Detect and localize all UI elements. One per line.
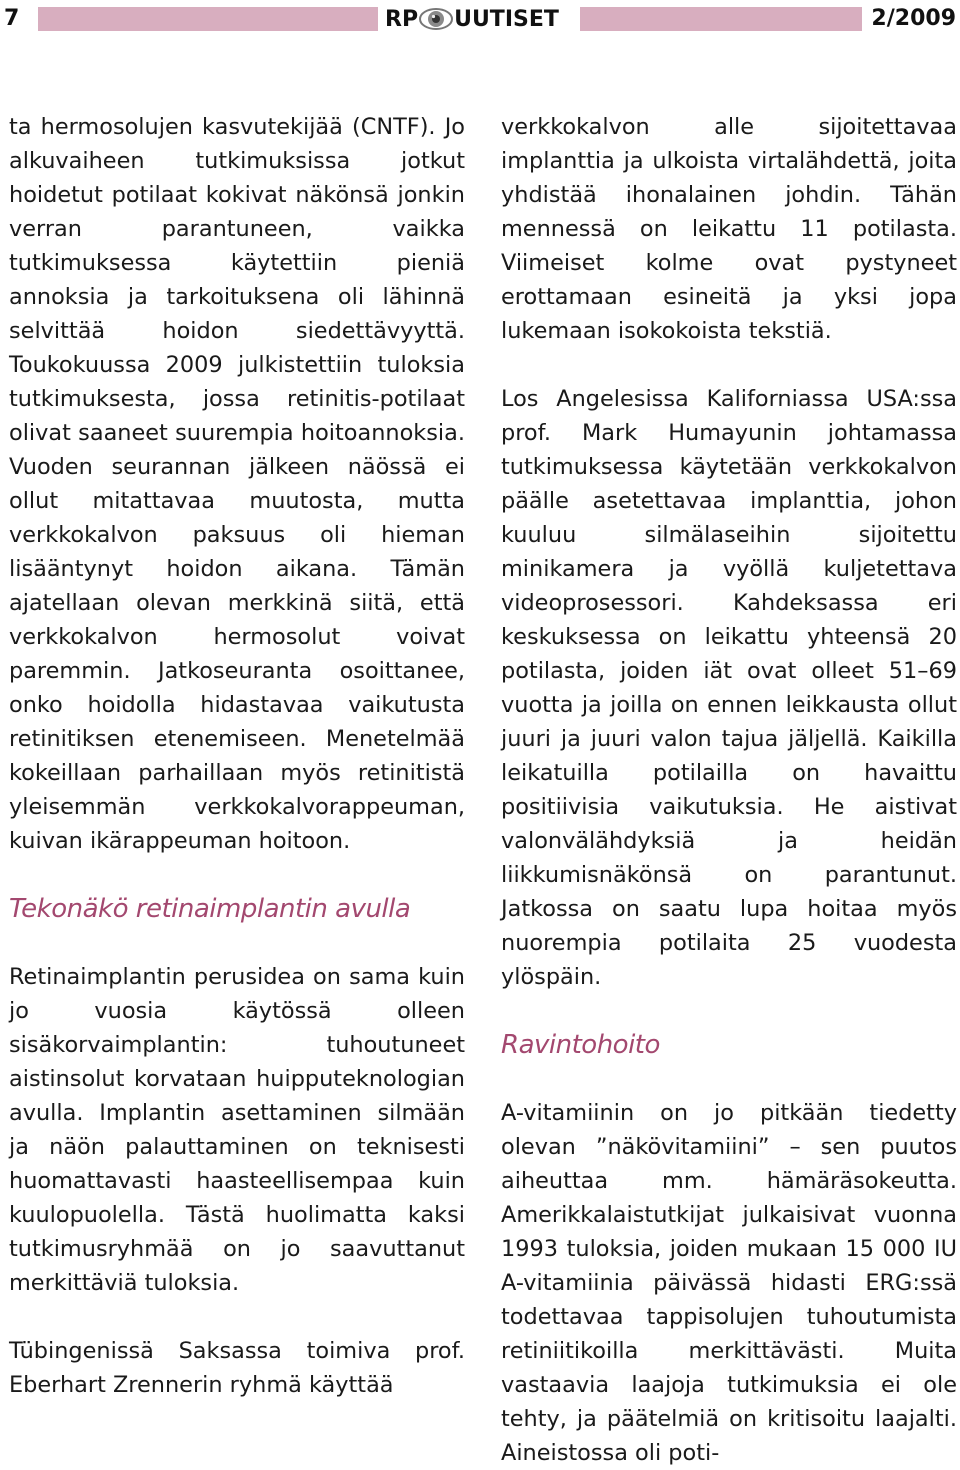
page-number: 7 [4, 6, 20, 31]
page-header [0, 0, 960, 40]
section-heading-retina-implant: Tekonäkö retinaimplantin avulla [9, 894, 411, 924]
left-paragraph-1: ta hermosolujen kasvutekijää (CNTF). Jo alkuvaiheen tutkimuksissa jotkut hoidetut potilaat kokivat näkönsä jonkin verran parantuneen, vaikka tutkimuksessa käytettiin pieniä annoksia ja tarkoituksena oli lähinnä selvittää hoidon siedettävyyttä. Toukokuussa 2009 julkistettiin tuloksia tutkimuksesta, jossa retinitis-potilaat olivat saaneet suurempia hoitoannoksia. Vuoden seurannan jälkeen näössä ei ollut mitattavaa muutosta, mutta verkkokalvon paksuus oli hieman lisääntynyt hoidon aikana. Tämän ajatellaan olevan merkkinä siitä, että verkkokalvon hermosolut voivat paremmin. Jatkoseuranta osoittanee, onko hoidolla hidastavaa vaikutusta retinitiksen etenemiseen. Menetelmää kokeillaan parhaillaan myös retinitistä yleisemmän verkkokalvorappeuman, kuivan ikärappeuman hoitoon. [9, 114, 465, 854]
publication-logo [385, 5, 559, 33]
header-bar-left [38, 7, 378, 31]
right-paragraph-1: verkkokalvon alle sijoitettavaa implanttia ja ulkoista virtalähdettä, joita yhdistää ihonalainen johdin. Tähän mennessä on leikattu 11 potilasta. Viimeiset kolme ovat pystyneet erottamaan esineitä ja yksi jopa lukemaan isokokoista tekstiä. [501, 114, 957, 344]
section-heading-nutrition: Ravintohoito [501, 1030, 660, 1060]
left-paragraph-3: Tübingenissä Saksassa toimiva prof. Eberhart Zrennerin ryhmä käyttää [9, 1338, 465, 1398]
right-paragraph-2: Los Angelesissa Kaliforniassa USA:ssa prof. Mark Humayunin johtamassa tutkimuksessa käytetään verkkokalvon päälle asetettavaa implanttia, johon kuuluu silmälaseihin sijoitettu minikamera ja vyöllä kuljetettava videoprosessori. Kahdeksassa eri keskuksessa on leikattu yhteensä 20 potilasta, joiden iät ovat olleet 51–69 vuotta ja joilla on ennen leikkausta ollut juuri ja juuri valon tajua jäljellä. Kaikilla leikatuilla potilailla on havaittu positiivisia vaikutuksia. He aistivat valonvälähdyksiä ja heidän liikkumisnäkönsä on parantunut. Jatkossa on saatu lupa hoitaa myös nuorempia potilaita 25 vuodesta ylöspäin. [501, 386, 957, 990]
header-bar-right [580, 7, 862, 31]
eye-icon [419, 8, 453, 30]
issue-number: 2/2009 [871, 6, 956, 31]
logo-suffix: UUTISET [454, 6, 559, 32]
right-paragraph-3: A-vitamiinin on jo pitkään tiedetty olevan ”näkövitamiini” – sen puutos aiheuttaa mm. hämäräsokeutta. Amerikkalaistutkijat julkaisivat vuonna 1993 tuloksia, joiden mukaan 15 000 IU A-vitamiinia päivässä hidasti ERG:ssä todettavaa tappisolujen tuhoutumista retiniitikoilla merkittävästi. Muita vastaavia laajoja tutkimuksia ei ole tehty, ja päätelmiä on kritisoitu laajalti. Aineistossa oli poti- [501, 1100, 957, 1466]
left-column [9, 110, 465, 1402]
left-paragraph-2: Retinaimplantin perusidea on sama kuin jo vuosia käytössä olleen sisäkorvaimplantin: tuhoutuneet aistinsolut korvataan huipputeknologian avulla. Implantin asettaminen silmään ja näön palauttaminen on teknisesti huomattavasti haasteellisempaa kuin kuulopuolella. Tästä huolimatta kaksi tutkimusryhmää on jo saavuttanut merkittäviä tuloksia. [9, 964, 465, 1296]
right-column [501, 110, 957, 1470]
logo-prefix: RP [385, 6, 419, 32]
